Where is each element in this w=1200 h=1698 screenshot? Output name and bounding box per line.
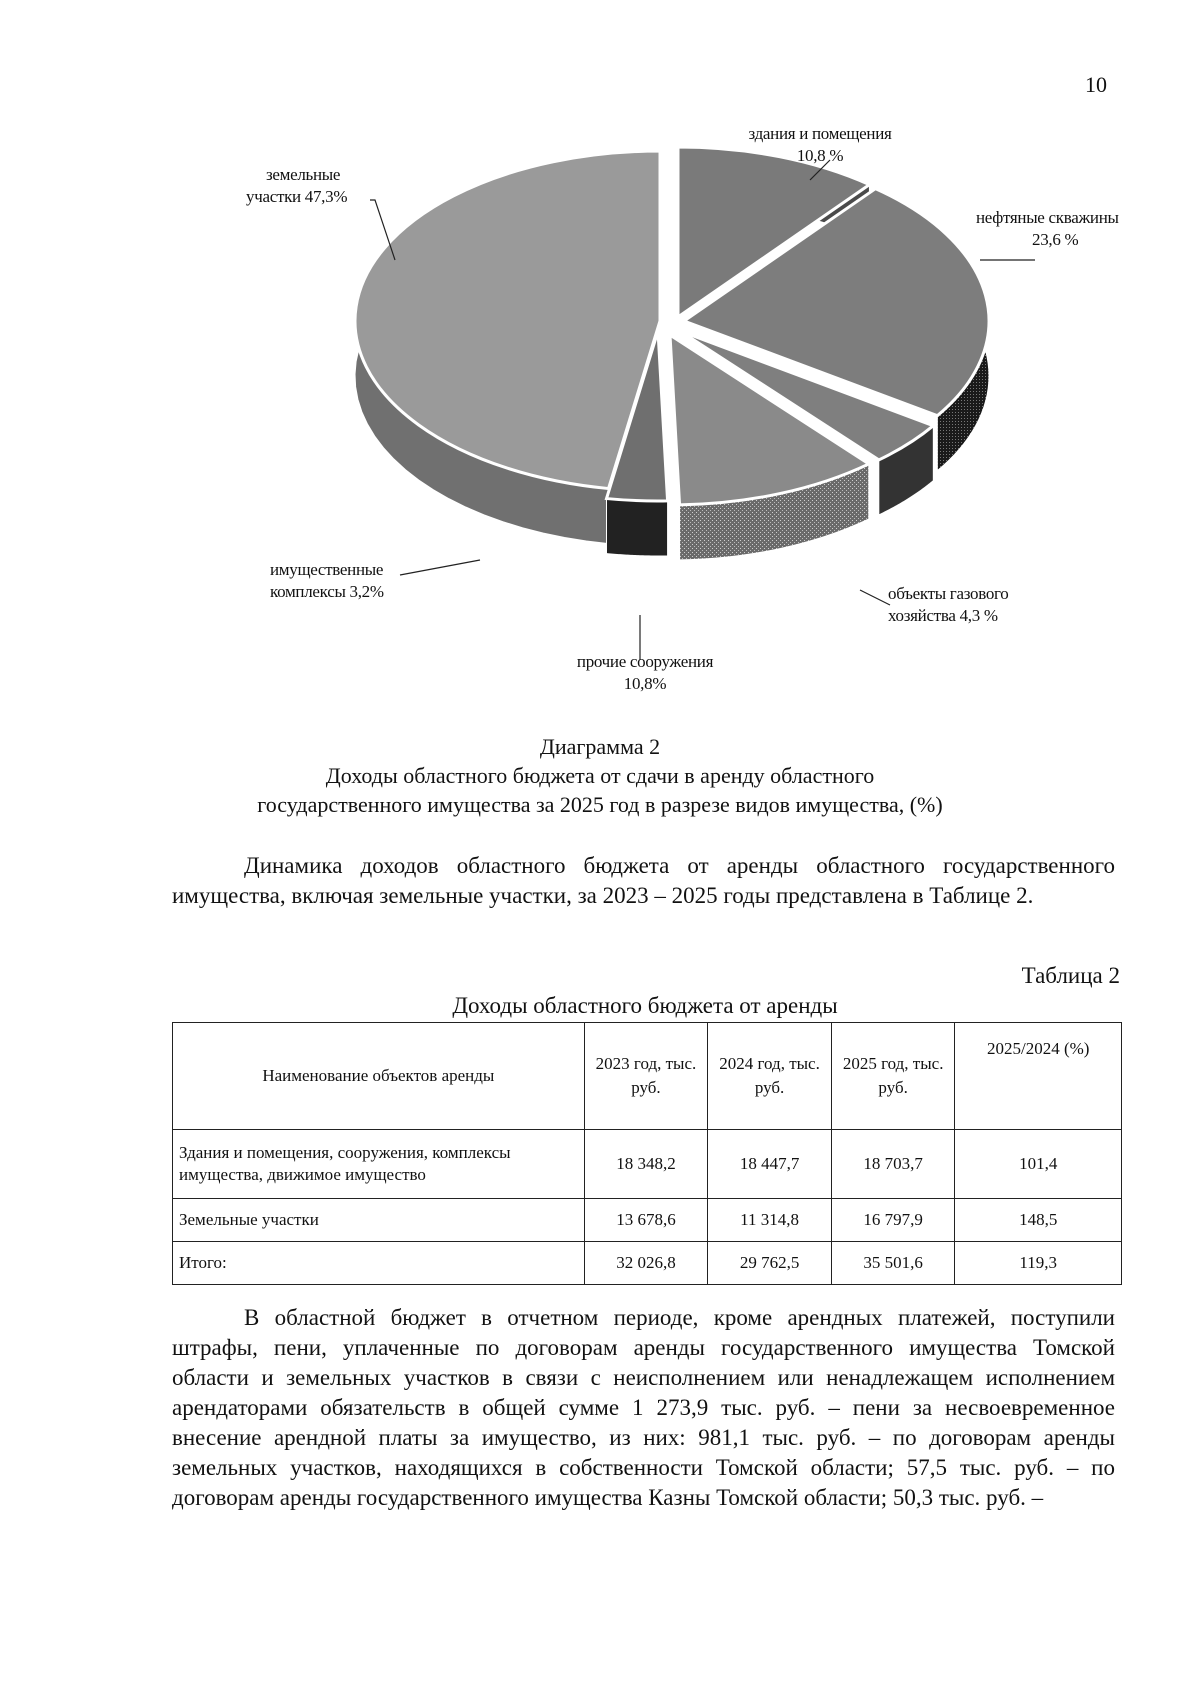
label-property-complexes-name2: комплексы — [270, 582, 346, 601]
label-buildings-value: 10,8 % — [796, 146, 844, 165]
row-buildings-name: Здания и помещения, сооружения, комплексы имущества, движимое имущество — [173, 1130, 585, 1199]
row-land-name: Земельные участки — [173, 1199, 585, 1242]
label-oil-wells — [976, 207, 1156, 251]
label-gas-name: объекты газового — [888, 584, 1009, 603]
table-row — [173, 1199, 1122, 1242]
row-total-ratio: 119,3 — [955, 1242, 1122, 1285]
label-oil-wells-value: 23,6 % — [1032, 230, 1079, 249]
row-total-name: Итого: — [173, 1242, 585, 1285]
row-buildings-2024: 18 447,7 — [708, 1130, 832, 1199]
table-title: Доходы областного бюджета от аренды — [452, 993, 838, 1018]
pie-chart — [0, 0, 1200, 720]
table-header-row — [173, 1023, 1122, 1130]
label-buildings — [735, 123, 905, 167]
page-number: 10 — [1085, 72, 1107, 97]
row-total-2023: 32 026,8 — [584, 1242, 708, 1285]
table-row — [173, 1242, 1122, 1285]
label-buildings-name: здания и помещения — [748, 124, 892, 143]
label-land-name2: участки — [246, 187, 301, 206]
label-other-structures-name: прочие сооружения — [576, 652, 714, 671]
row-land-2025: 16 797,9 — [831, 1199, 955, 1242]
row-buildings-2025: 18 703,7 — [831, 1130, 955, 1199]
header-2024: 2024 год, тыс. руб. — [708, 1023, 832, 1130]
rent-income-table — [172, 1022, 1122, 1285]
row-buildings-ratio: 101,4 — [955, 1130, 1122, 1199]
header-2025: 2025 год, тыс. руб. — [831, 1023, 955, 1130]
label-property-complexes — [270, 559, 410, 603]
row-total-2025: 35 501,6 — [831, 1242, 955, 1285]
label-gas — [888, 583, 1048, 627]
table-row — [173, 1130, 1122, 1199]
label-other-structures-value: 10,8% — [623, 674, 667, 693]
label-land-value: 47,3% — [304, 187, 348, 206]
header-2023: 2023 год, тыс. руб. — [584, 1023, 708, 1130]
row-buildings-2023: 18 348,2 — [584, 1130, 708, 1199]
label-property-complexes-value: 3,2% — [349, 582, 384, 601]
row-land-2024: 11 314,8 — [708, 1199, 832, 1242]
header-object-name: Наименование объектов аренды — [173, 1023, 585, 1130]
label-gas-value: 4,3 % — [959, 606, 998, 625]
leader-line — [860, 590, 890, 605]
label-oil-wells-name: нефтяные скважины — [976, 208, 1119, 227]
diagram-title-line2: государственного имущества за 2025 год в разрезе видов имущества, (%) — [257, 792, 943, 817]
leader-line — [400, 560, 480, 575]
row-land-2023: 13 678,6 — [584, 1199, 708, 1242]
header-ratio: 2025/2024 (%) — [955, 1023, 1122, 1130]
table-label: Таблица 2 — [1021, 963, 1120, 988]
slice-property-complexes-side — [607, 499, 668, 556]
diagram-title-line1: Доходы областного бюджета от сдачи в аренду областного — [325, 763, 875, 788]
diagram-number: Диаграмма 2 — [539, 734, 661, 759]
row-total-2024: 29 762,5 — [708, 1242, 832, 1285]
label-gas-name2: хозяйства — [888, 606, 956, 625]
label-other-structures — [560, 651, 730, 695]
row-land-ratio: 148,5 — [955, 1199, 1122, 1242]
paragraph-fines: В областной бюджет в отчетном периоде, кроме арендных платежей, поступили штрафы, пени, уплаченные по договорам аренды государственного имущества Томской области и земельных участков в связи с неисполнением или ненадлежащем исполнением арендаторами обязательств в общей сумме 1 273,9 тыс. руб. – пени за несвоевременное внесение арендной платы за имущество, из них: 981,1 тыс. руб. – по договорам аренды земельных участков, находящихся в собственности Томской области; 57,5 тыс. руб. – по договорам аренды государственного имущества Казны Томской области; 50,3 тыс. руб. – — [172, 1305, 1115, 1510]
label-land — [246, 164, 386, 208]
label-property-complexes-name: имущественные — [270, 560, 384, 579]
label-land-name: земельные — [266, 165, 341, 184]
paragraph-dynamics: Динамика доходов областного бюджета от аренды областного государственного имущества, включая земельные участки, за 2023 – 2025 годы представлена в Таблице 2. — [172, 853, 1115, 908]
